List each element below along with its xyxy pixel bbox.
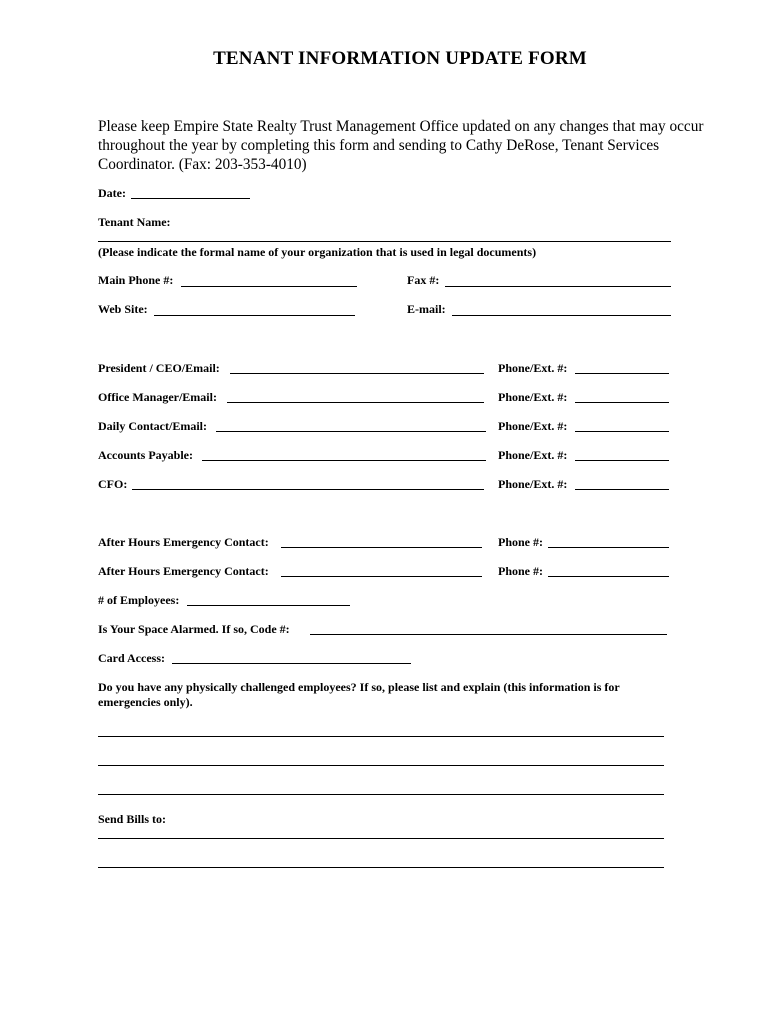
date-label: Date: <box>98 186 126 200</box>
send-bills-line-1[interactable] <box>98 838 664 839</box>
accounts-payable-phone-label: Phone/Ext. #: <box>498 448 568 462</box>
after-hours-2-label: After Hours Emergency Contact: <box>98 564 269 578</box>
date-field[interactable] <box>131 198 250 199</box>
main-phone-label: Main Phone #: <box>98 273 174 287</box>
challenged-question: Do you have any physically challenged employees? If so, please list and explain (this information is for emergencies only). <box>98 680 620 709</box>
alarm-code-field[interactable] <box>310 634 667 635</box>
daily-contact-label: Daily Contact/Email: <box>98 419 207 433</box>
daily-contact-phone-field[interactable] <box>575 431 669 432</box>
send-bills-line-2[interactable] <box>98 867 664 868</box>
after-hours-1-field[interactable] <box>281 547 482 548</box>
formal-name-note: (Please indicate the formal name of your organization that is used in legal documents) <box>98 245 537 259</box>
president-phone-field[interactable] <box>575 373 669 374</box>
send-bills-label: Send Bills to: <box>98 812 167 826</box>
tenant-name-field[interactable] <box>98 241 671 242</box>
card-access-field[interactable] <box>172 663 411 664</box>
fax-label: Fax #: <box>407 273 440 287</box>
main-phone-field[interactable] <box>181 286 357 287</box>
form-title: TENANT INFORMATION UPDATE FORM <box>213 48 587 69</box>
accounts-payable-phone-field[interactable] <box>575 460 669 461</box>
office-manager-field[interactable] <box>227 402 484 403</box>
alarmed-label: Is Your Space Alarmed. If so, Code #: <box>98 622 290 636</box>
cfo-phone-field[interactable] <box>575 489 669 490</box>
accounts-payable-field[interactable] <box>202 460 486 461</box>
fax-field[interactable] <box>445 286 671 287</box>
after-hours-2-field[interactable] <box>281 576 482 577</box>
after-hours-1-label: After Hours Emergency Contact: <box>98 535 269 549</box>
challenged-answer-line-1[interactable] <box>98 736 664 737</box>
daily-contact-phone-label: Phone/Ext. #: <box>498 419 568 433</box>
daily-contact-field[interactable] <box>216 431 486 432</box>
president-field[interactable] <box>230 373 484 374</box>
after-hours-2-phone-label: Phone #: <box>498 564 543 578</box>
office-manager-phone-field[interactable] <box>575 402 669 403</box>
intro-paragraph: Please keep Empire State Realty Trust Management Office updated on any changes that may occur throughout the year by completing this form and sending to Cathy DeRose, Tenant Services Coordinator. (Fax: 203-353-4010) <box>98 118 704 173</box>
challenged-answer-line-2[interactable] <box>98 765 664 766</box>
office-manager-phone-label: Phone/Ext. #: <box>498 390 568 404</box>
cfo-phone-label: Phone/Ext. #: <box>498 477 568 491</box>
office-manager-label: Office Manager/Email: <box>98 390 217 404</box>
web-site-field[interactable] <box>154 315 355 316</box>
card-access-label: Card Access: <box>98 651 165 665</box>
president-phone-label: Phone/Ext. #: <box>498 361 568 375</box>
web-site-label: Web Site: <box>98 302 148 316</box>
after-hours-1-phone-label: Phone #: <box>498 535 543 549</box>
cfo-field[interactable] <box>132 489 484 490</box>
tenant-name-label: Tenant Name: <box>98 215 171 229</box>
president-label: President / CEO/Email: <box>98 361 220 375</box>
after-hours-2-phone-field[interactable] <box>548 576 669 577</box>
employees-field[interactable] <box>187 605 350 606</box>
after-hours-1-phone-field[interactable] <box>548 547 669 548</box>
email-label: E-mail: <box>407 302 446 316</box>
challenged-answer-line-3[interactable] <box>98 794 664 795</box>
accounts-payable-label: Accounts Payable: <box>98 448 193 462</box>
email-field[interactable] <box>452 315 671 316</box>
employees-label: # of Employees: <box>98 593 180 607</box>
cfo-label: CFO: <box>98 477 128 491</box>
